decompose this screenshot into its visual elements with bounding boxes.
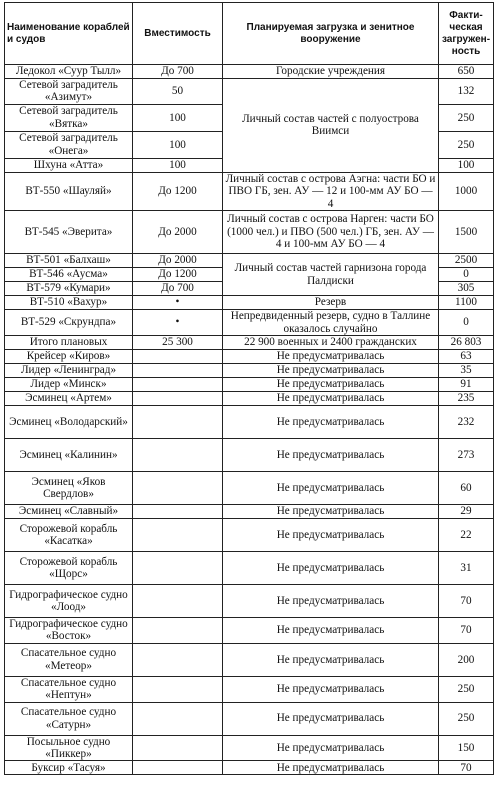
ship-name-cell: ВТ-510 «Вахур»: [5, 296, 133, 310]
planned-load-cell: Не предусматривалась: [223, 472, 439, 505]
table-row: [5, 519, 494, 552]
actual-load-cell: 132: [439, 79, 494, 105]
planned-load-cell: Не предусматривалась: [223, 585, 439, 618]
table-row: [5, 702, 494, 735]
planned-load-cell: Не предусматривалась: [223, 643, 439, 676]
ship-name-cell: Итого плановых: [5, 336, 133, 350]
ship-name-cell: Спасательное судно «Нептун»: [5, 676, 133, 702]
ship-name-cell: Гидрографическое судно «Восток»: [5, 618, 133, 644]
planned-load-cell: Городские учреждения: [223, 65, 439, 79]
table-row: [5, 350, 494, 364]
planned-load-cell: Не предусматривалась: [223, 761, 439, 775]
table-row: [5, 618, 494, 644]
capacity-cell: [133, 378, 223, 392]
header-planned-load: Планируемая загрузка и зенитное вооружение: [223, 3, 439, 65]
header-actual-load: Факти-ческая загружен-ность: [439, 3, 494, 65]
ship-name-cell: Сетевой заградитель «Онега»: [5, 131, 133, 158]
ship-name-cell: Сетевой заградитель «Вятка»: [5, 104, 133, 131]
table-row: [5, 296, 494, 310]
table-row: [5, 472, 494, 505]
actual-load-cell: 150: [439, 735, 494, 761]
planned-load-cell: Личный состав с острова Нарген: части БО (1000 чел.) и ПВО (500 чел.) ГБ, зен. АУ — 4 и 100-мм АУ БО — 4: [223, 211, 439, 254]
planned-load-cell: Не предусматривалась: [223, 505, 439, 519]
actual-load-cell: 31: [439, 552, 494, 585]
table-row: [5, 761, 494, 775]
actual-load-cell: 250: [439, 104, 494, 131]
actual-load-cell: 70: [439, 585, 494, 618]
planned-load-cell: Резерв: [223, 296, 439, 310]
capacity-cell: [133, 618, 223, 644]
actual-load-cell: 35: [439, 364, 494, 378]
table-row: [5, 676, 494, 702]
capacity-cell: До 2000: [133, 211, 223, 254]
ship-name-cell: Эсминец «Артем»: [5, 392, 133, 406]
capacity-cell: [133, 735, 223, 761]
table-row: [5, 378, 494, 392]
header-ship-name: Наименование кораблей и судов: [5, 3, 133, 65]
actual-load-cell: 1000: [439, 172, 494, 210]
ship-name-cell: Лидер «Ленинград»: [5, 364, 133, 378]
ship-name-cell: ВТ-550 «Шауляй»: [5, 172, 133, 210]
actual-load-cell: 232: [439, 406, 494, 439]
ship-name-cell: Шхуна «Атта»: [5, 158, 133, 172]
table-row: [5, 643, 494, 676]
actual-load-cell: 60: [439, 472, 494, 505]
ship-name-cell: Сетевой заградитель «Азимут»: [5, 79, 133, 105]
table-row: [5, 79, 494, 105]
capacity-cell: До 700: [133, 65, 223, 79]
capacity-cell: 100: [133, 158, 223, 172]
table-row: [5, 65, 494, 79]
actual-load-cell: 0: [439, 310, 494, 336]
capacity-cell: 50: [133, 79, 223, 105]
planned-load-cell: Личный состав с острова Аэгна: части БО и ПВО ГБ, зен. АУ — 12 и 100-мм АУ БО — 4: [223, 172, 439, 210]
capacity-cell: [133, 505, 223, 519]
capacity-cell: [133, 406, 223, 439]
ship-name-cell: ВТ-579 «Кумари»: [5, 282, 133, 296]
actual-load-cell: 63: [439, 350, 494, 364]
capacity-cell: [133, 702, 223, 735]
evacuation-table: [4, 2, 494, 775]
ship-name-cell: Сторожевой корабль «Касатка»: [5, 519, 133, 552]
table-row: [5, 735, 494, 761]
actual-load-cell: 2500: [439, 254, 494, 268]
planned-load-cell: Не предусматривалась: [223, 392, 439, 406]
actual-load-cell: 200: [439, 643, 494, 676]
header-capacity: Вместимость: [133, 3, 223, 65]
capacity-cell: [133, 392, 223, 406]
planned-load-cell: Не предусматривалась: [223, 552, 439, 585]
planned-load-cell: Не предусматривалась: [223, 406, 439, 439]
planned-load-cell: Не предусматривалась: [223, 702, 439, 735]
ship-name-cell: Эсминец «Яков Свердлов»: [5, 472, 133, 505]
ship-name-cell: Гидрографическое судно «Лоод»: [5, 585, 133, 618]
actual-load-cell: 235: [439, 392, 494, 406]
table-row: [5, 585, 494, 618]
planned-load-cell: Личный состав частей с полуострова Виимси: [223, 79, 439, 173]
actual-load-cell: 70: [439, 618, 494, 644]
actual-load-cell: 650: [439, 65, 494, 79]
actual-load-cell: 0: [439, 268, 494, 282]
capacity-cell: [133, 439, 223, 472]
ship-name-cell: Буксир «Тасуя»: [5, 761, 133, 775]
ship-name-cell: ВТ-529 «Скрундпа»: [5, 310, 133, 336]
table-row: [5, 336, 494, 350]
capacity-cell: До 1200: [133, 268, 223, 282]
capacity-cell: [133, 676, 223, 702]
planned-load-cell: Не предусматривалась: [223, 378, 439, 392]
planned-load-cell: Не предусматривалась: [223, 364, 439, 378]
planned-load-cell: Не предусматривалась: [223, 350, 439, 364]
actual-load-cell: 273: [439, 439, 494, 472]
document-page: [4, 2, 493, 775]
ship-name-cell: ВТ-546 «Аусма»: [5, 268, 133, 282]
table-row: [5, 364, 494, 378]
capacity-cell: [133, 643, 223, 676]
ship-name-cell: Лидер «Минск»: [5, 378, 133, 392]
planned-load-cell: Непредвиденный резерв, судно в Таллине оказалось случайно: [223, 310, 439, 336]
capacity-cell: 25 300: [133, 336, 223, 350]
capacity-cell: [133, 472, 223, 505]
capacity-cell: До 1200: [133, 172, 223, 210]
table-header-row: [5, 3, 494, 65]
ship-name-cell: Посыльное судно «Пиккер»: [5, 735, 133, 761]
capacity-cell: [133, 552, 223, 585]
capacity-cell: [133, 519, 223, 552]
capacity-cell: [133, 364, 223, 378]
ship-name-cell: Спасательное судно «Сатурн»: [5, 702, 133, 735]
actual-load-cell: 70: [439, 761, 494, 775]
actual-load-cell: 29: [439, 505, 494, 519]
capacity-cell: 100: [133, 131, 223, 158]
capacity-cell: [133, 350, 223, 364]
actual-load-cell: 100: [439, 158, 494, 172]
table-row: [5, 310, 494, 336]
capacity-cell: [133, 585, 223, 618]
table-row: [5, 406, 494, 439]
table-row: [5, 392, 494, 406]
actual-load-cell: 22: [439, 519, 494, 552]
table-row: [5, 552, 494, 585]
actual-load-cell: 26 803: [439, 336, 494, 350]
ship-name-cell: Ледокол «Суур Тылл»: [5, 65, 133, 79]
ship-name-cell: Эсминец «Славный»: [5, 505, 133, 519]
planned-load-cell: 22 900 военных и 2400 гражданских: [223, 336, 439, 350]
ship-name-cell: ВТ-501 «Балхаш»: [5, 254, 133, 268]
capacity-cell: 100: [133, 104, 223, 131]
planned-load-cell: Не предусматривалась: [223, 519, 439, 552]
planned-load-cell: Не предусматривалась: [223, 676, 439, 702]
table-row: [5, 439, 494, 472]
ship-name-cell: Спасательное судно «Метеор»: [5, 643, 133, 676]
actual-load-cell: 1100: [439, 296, 494, 310]
ship-name-cell: Эсминец «Калинин»: [5, 439, 133, 472]
capacity-cell: •: [133, 310, 223, 336]
capacity-cell: До 2000: [133, 254, 223, 268]
planned-load-cell: Не предусматривалась: [223, 735, 439, 761]
ship-name-cell: Крейсер «Киров»: [5, 350, 133, 364]
capacity-cell: До 700: [133, 282, 223, 296]
actual-load-cell: 250: [439, 131, 494, 158]
table-row: [5, 505, 494, 519]
ship-name-cell: ВТ-545 «Эверита»: [5, 211, 133, 254]
actual-load-cell: 1500: [439, 211, 494, 254]
planned-load-cell: Личный состав частей гарнизона города Палдиски: [223, 254, 439, 296]
planned-load-cell: Не предусматривалась: [223, 618, 439, 644]
ship-name-cell: Эсминец «Володарский»: [5, 406, 133, 439]
table-body: [5, 65, 494, 775]
ship-name-cell: Сторожевой корабль «Щорс»: [5, 552, 133, 585]
table-row: [5, 172, 494, 210]
table-row: [5, 211, 494, 254]
actual-load-cell: 250: [439, 676, 494, 702]
capacity-cell: [133, 761, 223, 775]
capacity-cell: •: [133, 296, 223, 310]
actual-load-cell: 91: [439, 378, 494, 392]
actual-load-cell: 250: [439, 702, 494, 735]
actual-load-cell: 305: [439, 282, 494, 296]
planned-load-cell: Не предусматривалась: [223, 439, 439, 472]
table-row: [5, 254, 494, 268]
